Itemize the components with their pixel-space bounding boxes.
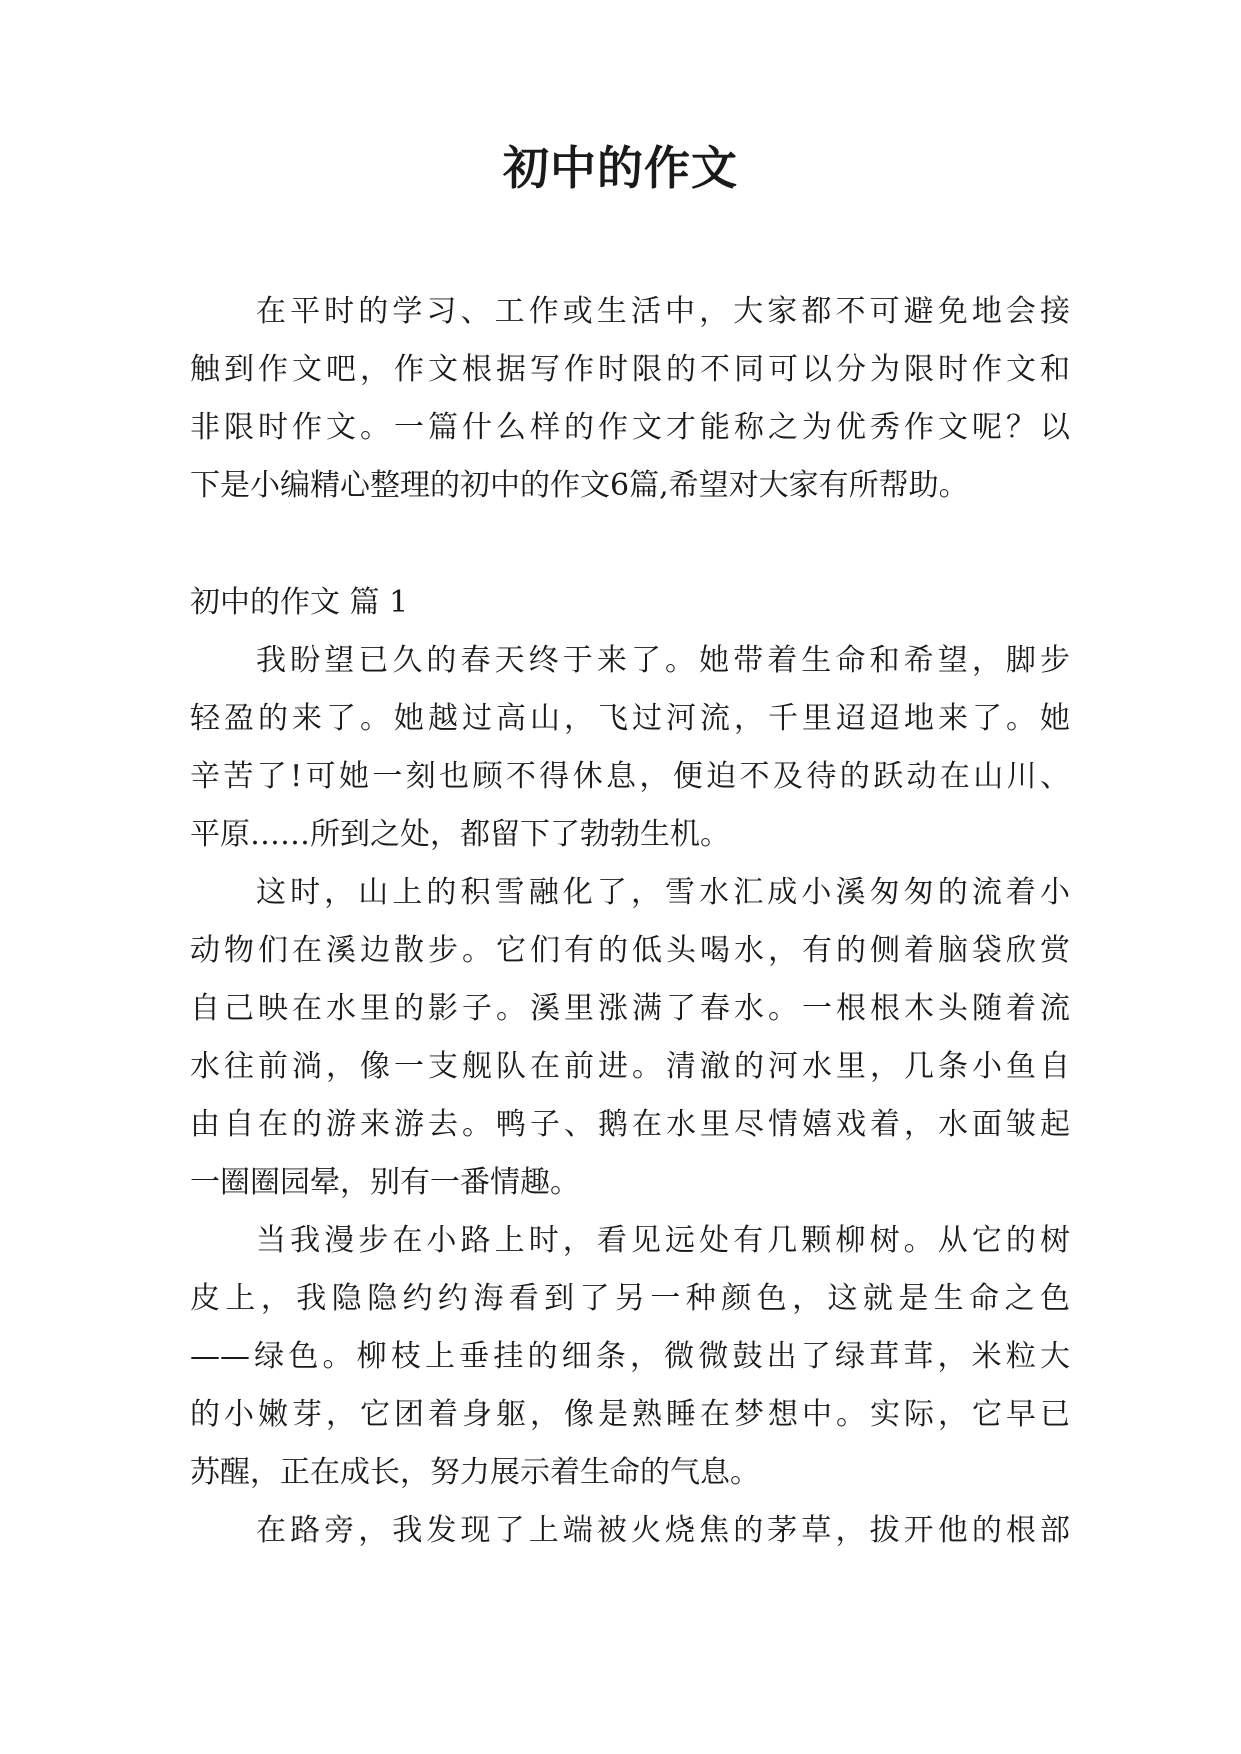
paragraph-line: 这时，山上的积雪融化了，雪水汇成小溪匆匆的流着小 (256, 875, 1070, 910)
paragraph-line: 动物们在溪边散步。它们有的低头喝水，有的侧着脑袋欣赏 (190, 933, 1070, 968)
paragraph-line: 当我漫步在小路上时，看见远处有几颗柳树。从它的树 (256, 1223, 1070, 1258)
paragraph-line: 水往前淌，像一支舰队在前进。清澈的河水里，几条小鱼自 (190, 1049, 1070, 1084)
section-heading: 初中的作文 篇 1 (190, 585, 409, 620)
paragraph-line: 自己映在水里的影子。溪里涨满了春水。一根根木头随着流 (190, 991, 1070, 1026)
intro-line: 在平时的学习、工作或生活中，大家都不可避免地会接 (256, 294, 1070, 329)
paragraph-line: 一圈圈园晕，别有一番情趣。 (190, 1165, 580, 1200)
paragraph-line: 皮上，我隐隐约约海看到了另一种颜色，这就是生命之色 (190, 1281, 1070, 1316)
paragraph-line: 由自在的游来游去。鸭子、鹅在水里尽情嬉戏着，水面皱起 (190, 1107, 1070, 1142)
intro-line: 下是小编精心整理的初中的作文6篇,希望对大家有所帮助。 (190, 468, 969, 503)
paragraph-line: 在路旁，我发现了上端被火烧焦的茅草，拔开他的根部 (256, 1513, 1070, 1548)
paragraph-line: 的小嫩芽，它团着身躯，像是熟睡在梦想中。实际，它早已 (190, 1397, 1070, 1432)
document-title: 初中的作文 (503, 141, 738, 195)
paragraph-line: 平原……所到之处，都留下了勃勃生机。 (190, 817, 730, 852)
paragraph-line: ——绿色。柳枝上垂挂的细条，微微鼓出了绿茸茸，米粒大 (190, 1339, 1070, 1374)
paragraph-line: 辛苦了!可她一刻也顾不得休息，便迫不及待的跃动在山川、 (190, 759, 1070, 794)
intro-line: 非限时作文。一篇什么样的作文才能称之为优秀作文呢？以 (190, 410, 1070, 445)
intro-line: 触到作文吧，作文根据写作时限的不同可以分为限时作文和 (190, 352, 1070, 387)
paragraph-line: 我盼望已久的春天终于来了。她带着生命和希望，脚步 (256, 643, 1070, 678)
paragraph-line: 轻盈的来了。她越过高山，飞过河流，千里迢迢地来了。她 (190, 701, 1070, 736)
paragraph-line: 苏醒，正在成长，努力展示着生命的气息。 (190, 1455, 760, 1490)
